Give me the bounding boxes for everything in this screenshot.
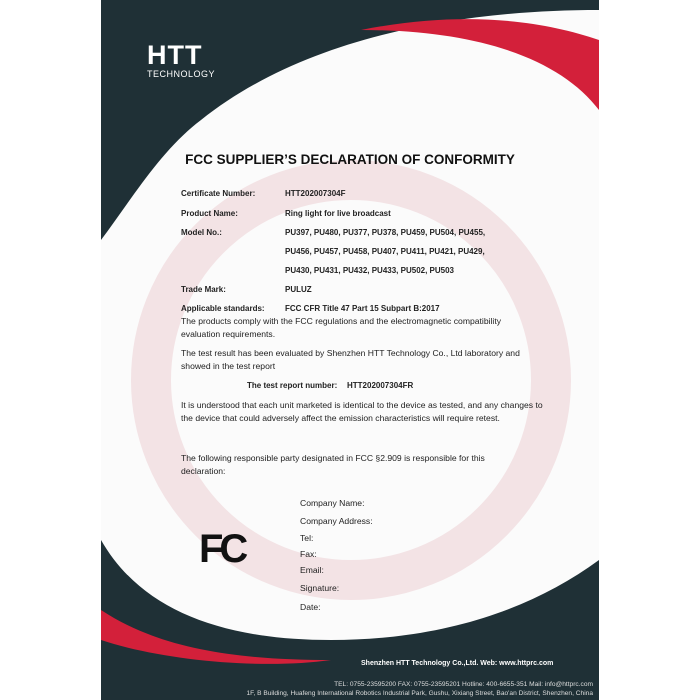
certificate-document: HTT TECHNOLOGY FCC SUPPLIER’S DECLARATION OF CONFORMITY Certificate Number: HTT202007304F Product Name: Ring light for live broadcast Model No.: PU397, PU480, PU377, PU378, PU459, PU504, PU455, PU456, PU457, PU458, PU407, PU411, PU421, PU429, PU430, PU431, PU432, PU433, PU502, PU503 Trade Mark: PULUZ Applicable standards: FCC CFR Title 47 Part 15 Subpart B:2017 The products comply with the FCC regulations and the electromagnetic compatibility evaluation requirements. The test result has been evaluated by Shenzhen HTT Technology Co., Ltd laboratory and showed in the test report The test report number: HTT202007304FR It is understood that each unit marketed is identical to the device as tested, and any changes to the device that could adversely affect the emission characteristics will require retest. The following responsible party designated in FCC §2.909 is responsible for this declaration: Company Name: Company Address: Tel: Fax: Email: Signature: Date: FC Shenzhen HTT Technology Co.,Ltd. Web: www.httprc.com TEL: 0755-23595200 FAX: 0755-23595201 Hotline: 400-6655-351 Mail: info@httprc.com 1F, B Building, Huafeng International Robotics Industrial Park, Gushu, Xixiang Street, Bao'an District, Shenzhen, China [101, 0, 599, 700]
company-address-label: Company Address: [300, 516, 373, 526]
date-label: Date: [300, 602, 321, 612]
fcc-logo: FC [199, 527, 245, 571]
fax-label: Fax: [300, 549, 317, 559]
company-name-label: Company Name: [300, 498, 365, 508]
tel-label: Tel: [300, 533, 314, 543]
responsible-party-paragraph: The following responsible party designated in FCC §2.909 is responsible for this declaration: [181, 453, 485, 476]
field-row: Trade Mark: PULUZ [181, 285, 312, 294]
evaluation-paragraph: The test result has been evaluated by Shenzhen HTT Technology Co., Ltd laboratory and showed in the test report [181, 348, 520, 371]
field-row: Applicable standards: FCC CFR Title 47 Part 15 Subpart B:2017 [181, 304, 440, 313]
field-row: Product Name: Ring light for live broadcast [181, 209, 391, 218]
compliance-paragraph: The products comply with the FCC regulations and the electromagnetic compatibility evaluation requirements. [181, 316, 502, 339]
footer-company: Shenzhen HTT Technology Co.,Ltd. Web: www.httprc.com [361, 660, 554, 667]
field-row: Model No.: PU397, PU480, PU377, PU378, PU459, PU504, PU455, [181, 228, 486, 237]
field-row: Certificate Number: HTT202007304F [181, 189, 346, 198]
htt-logo: HTT TECHNOLOGY [147, 40, 216, 79]
retest-paragraph: It is understood that each unit marketed is identical to the device as tested, and any changes to the device that could adversely affect the emission characteristics will require retest. [181, 400, 543, 423]
signature-label: Signature: [300, 583, 340, 593]
footer-contact: TEL: 0755-23595200 FAX: 0755-23595201 Hotline: 400-6655-351 Mail: info@httprc.com 1F, B Building, Huafeng International Robotics Industrial Park, Gushu, Xixiang Street, Bao'an District, Shenzhen, China [246, 681, 593, 697]
email-label: Email: [300, 565, 324, 575]
document-title: FCC SUPPLIER’S DECLARATION OF CONFORMITY [185, 152, 515, 167]
test-report-number: The test report number: HTT202007304FR [247, 381, 414, 390]
